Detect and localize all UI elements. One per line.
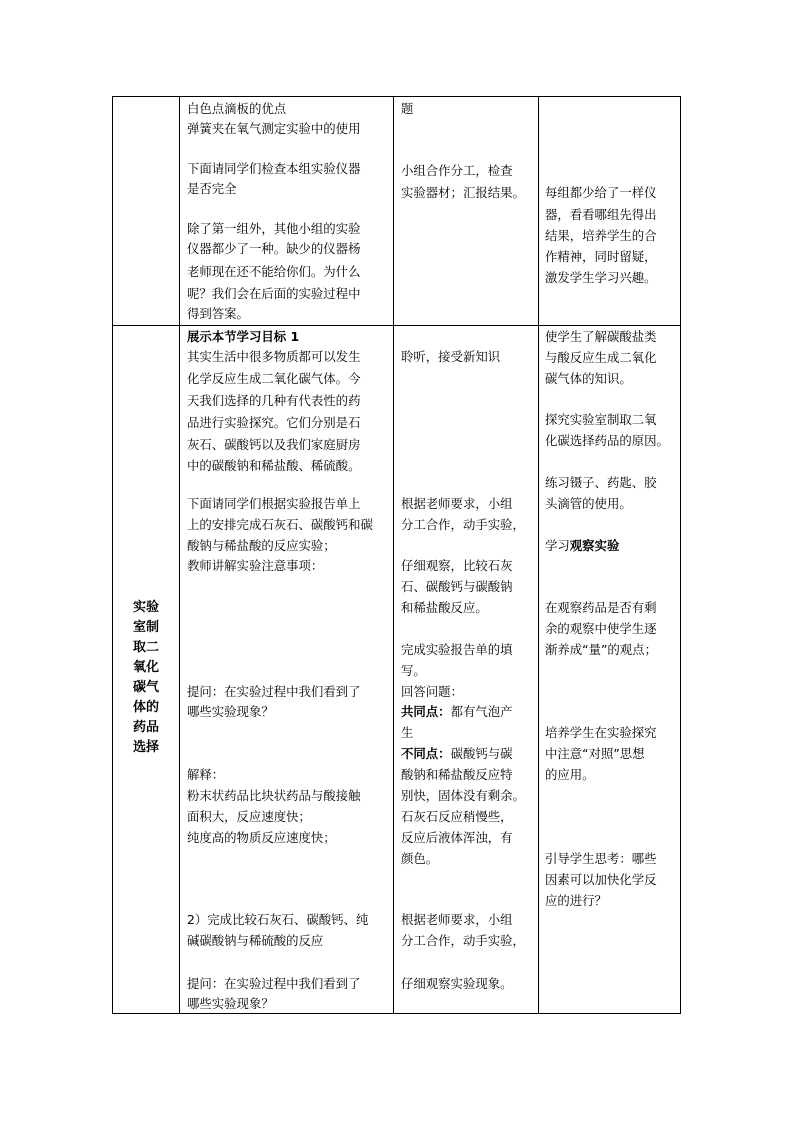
text-line: 品进行实验探究。它们分别是石 <box>187 415 361 430</box>
table-left-border <box>112 96 113 1013</box>
stage-line: 实验 <box>132 600 159 615</box>
text-line: 天我们选择的几种有代表性的药 <box>187 393 361 408</box>
text-line: 化学反应生成二氧化碳气体。今 <box>187 371 361 386</box>
text-line: 根据老师要求，小组 <box>401 496 513 511</box>
learn-prefix: 学习 <box>545 538 570 553</box>
text-line: 器，看看哪组先得出 <box>545 207 657 222</box>
text-line: 提问：在实验过程中我们看到了 <box>187 684 361 699</box>
column-divider-2 <box>393 96 394 1013</box>
text-line: 酸钠与稀盐酸的反应实验； <box>187 538 336 553</box>
text-line: 其实生活中很多物质都可以发生 <box>187 349 361 364</box>
text-line: 回答问题： <box>401 684 463 699</box>
text-line: 写。 <box>401 663 426 678</box>
same-label: 共同点： <box>401 704 451 719</box>
text-line: 每组都少给了一样仪 <box>545 185 657 200</box>
text-line: 弹簧夹在氧气测定实验中的使用 <box>187 121 361 136</box>
text-line <box>401 702 513 722</box>
text-line: 作精神，同时留疑， <box>545 249 657 264</box>
text-line: 上的安排完成石灰石、碳酸钙和碳 <box>187 517 373 532</box>
text-line: 生 <box>401 725 414 740</box>
text-line: 面积大，反应速度快； <box>187 809 311 824</box>
text-line: 根据老师要求，小组 <box>401 912 513 927</box>
text-line: 提问：在实验过程中我们看到了 <box>187 976 361 991</box>
text-line: 聆听，接受新知识 <box>401 349 501 364</box>
text-line: 头滴管的使用。 <box>545 496 632 511</box>
text-line: 粉末状药品比块状药品与酸接触 <box>187 788 361 803</box>
text-line: 分工合作，动手实验， <box>401 933 525 948</box>
text-line: 石、碳酸钙与碳酸钠 <box>401 579 513 594</box>
stage-line: 氧化 <box>132 660 159 675</box>
stage-line: 体的 <box>132 700 159 715</box>
text-line: 下面请同学们检查本组实验仪器 <box>187 161 361 176</box>
text-line: 探究实验室制取二氧 <box>545 412 657 427</box>
text-line: 教师讲解实验注意事项： <box>187 558 324 573</box>
text-line: 酸钠和稀盐酸反应特 <box>401 767 513 782</box>
text-line: 分工合作，动手实验， <box>401 517 525 532</box>
text-line: 下面请同学们根据实验报告单上 <box>187 496 361 511</box>
text-line: 哪些实验现象？ <box>187 704 274 719</box>
text-line: 仔细观察，比较石灰 <box>401 558 513 573</box>
stage-line: 碳气 <box>132 680 159 695</box>
text-line: 在观察药品是否有剩 <box>545 600 657 615</box>
text-line: 余的观察中使学生逐 <box>545 621 657 636</box>
text-line: 和稀盐酸反应。 <box>401 600 488 615</box>
column-divider-1 <box>179 96 180 1013</box>
text-line: 反应后液体浑浊，有 <box>401 830 513 845</box>
text-line: 石灰石反应稍慢些， <box>401 809 513 824</box>
row-divider <box>112 325 681 326</box>
text-line: 碱碳酸钠与稀硫酸的反应 <box>187 933 324 948</box>
text-line: 小组合作分工，检查 <box>401 163 513 178</box>
stage-line: 选择 <box>132 740 159 755</box>
text-line: 哪些实验现象？ <box>187 996 274 1011</box>
text-line: 完成实验报告单的填 <box>401 642 513 657</box>
learn-bold: 观察实验 <box>569 538 620 553</box>
text-line: 与酸反应生成二氧化 <box>545 350 657 365</box>
diff-text: 碳酸钙与碳 <box>450 746 513 761</box>
text-line: 碳气体的知识。 <box>545 371 632 386</box>
text-line: 渐养成“量”的观点； <box>545 642 657 657</box>
column-divider-3 <box>538 96 539 1013</box>
text-line: 纯度高的物质反应速度快； <box>187 830 336 845</box>
text-line: 题 <box>401 101 414 116</box>
text-line: 因素可以加快化学反 <box>545 872 657 887</box>
text-line: 应的进行？ <box>545 893 607 908</box>
stage-line: 室制 <box>132 620 159 635</box>
text-line: 练习镊子、药匙、胶 <box>545 475 657 490</box>
text-line: 引导学生思考：哪些 <box>545 851 657 866</box>
text-line: 培养学生在实验探究 <box>545 725 657 740</box>
text-line: 使学生了解碳酸盐类 <box>545 329 657 344</box>
text-line <box>545 536 619 556</box>
text-line: 老师现在还不能给你们。为什么 <box>187 264 361 279</box>
text-line: 解释： <box>187 767 225 782</box>
text-line: 2）完成比较石灰石、碳酸钙、纯 <box>187 912 369 927</box>
stage-line: 取二 <box>132 640 159 655</box>
text-line: 别快，固体没有剩余。 <box>401 788 525 803</box>
text-line: 呢？我们会在后面的实验过程中 <box>187 286 361 301</box>
text-line: 的应用。 <box>545 767 595 782</box>
text-line: 灰石、碳酸钙以及我们家庭厨房 <box>187 437 361 452</box>
text-line: 化碳选择药品的原因。 <box>545 433 669 448</box>
text-line: 白色点滴板的优点 <box>187 101 287 116</box>
text-line: 颜色。 <box>401 851 439 866</box>
table-right-border <box>680 96 681 1013</box>
text-line <box>401 744 513 764</box>
text-line: 仔细观察实验现象。 <box>401 976 513 991</box>
text-line: 除了第一组外，其他小组的实验 <box>187 221 361 236</box>
text-line: 是否完全 <box>187 181 237 196</box>
table-top-border <box>112 96 681 97</box>
text-line: 中的碳酸钠和稀盐酸、稀硫酸。 <box>187 458 361 473</box>
diff-label: 不同点： <box>401 746 451 761</box>
same-text: 都有气泡产 <box>450 704 513 719</box>
text-line: 中注意“对照”思想 <box>545 746 645 761</box>
stage-line: 药品 <box>132 720 159 735</box>
text-line: 实验器材；汇报结果。 <box>401 185 525 200</box>
text-line: 得到答案。 <box>187 306 249 321</box>
text-line: 激发学生学习兴趣。 <box>545 270 657 285</box>
text-line: 仪器都少了一种。缺少的仪器杨 <box>187 241 361 256</box>
text-line: 结果，培养学生的合 <box>545 228 657 243</box>
section-heading: 展示本节学习目标 1 <box>187 329 300 344</box>
